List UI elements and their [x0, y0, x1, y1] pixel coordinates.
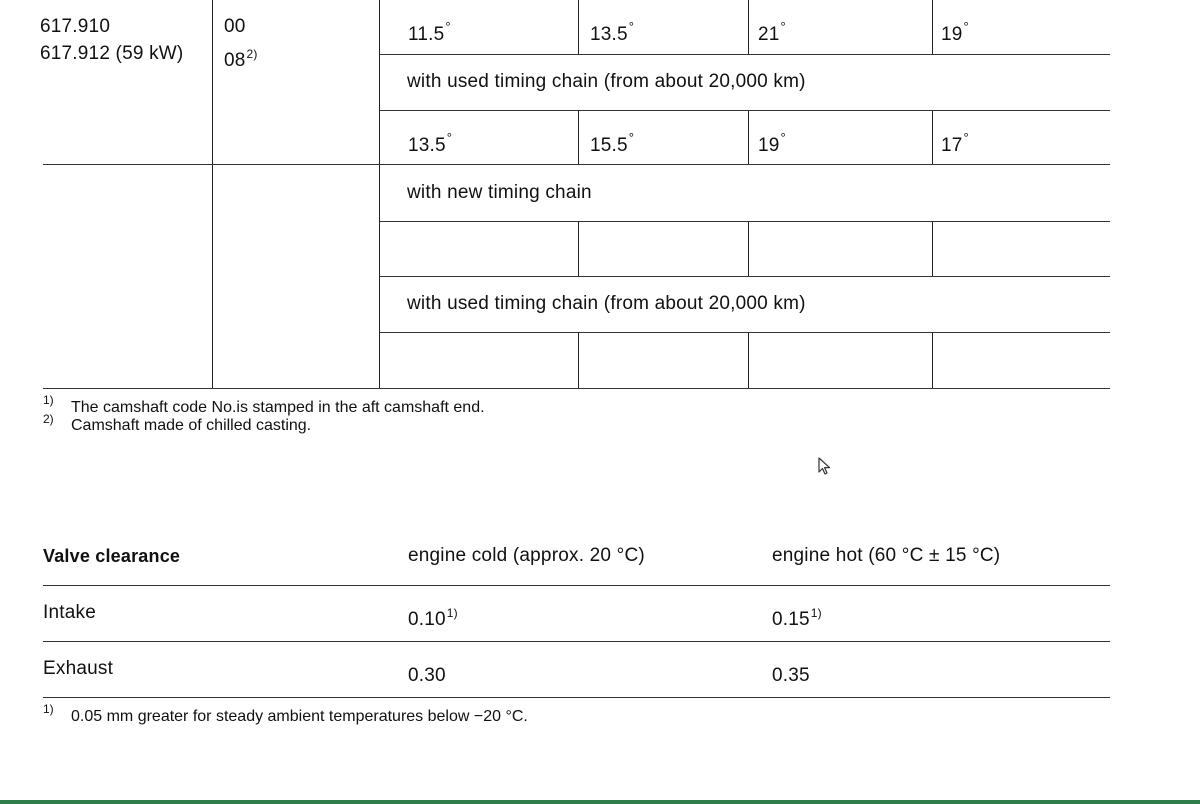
section-label: with used timing chain (from about 20,000 km)	[407, 71, 806, 92]
timing-value: 19°	[758, 130, 786, 156]
footnote-mark: 1)	[810, 606, 822, 620]
footnote-mark: 2)	[246, 47, 258, 61]
table-divider	[932, 110, 933, 164]
timing-value: 15.5°	[590, 130, 635, 156]
table-divider	[748, 110, 749, 164]
table-rule	[380, 221, 1110, 222]
table-rule	[43, 164, 1110, 165]
section-label: with new timing chain	[407, 182, 592, 203]
column-header-hot: engine hot (60 °C ± 15 °C)	[772, 545, 1001, 566]
table-divider	[212, 0, 213, 388]
section-label: with used timing chain (from about 20,000 km)	[407, 293, 806, 314]
timing-value: 21°	[758, 19, 786, 45]
table-rule	[43, 641, 1110, 642]
timing-value: 19°	[941, 19, 969, 45]
table-divider	[578, 332, 579, 388]
window-bottom-border	[0, 800, 1200, 804]
table-divider	[932, 0, 933, 54]
mouse-cursor-icon	[818, 457, 832, 475]
table-rule	[380, 276, 1110, 277]
footnote-text: 0.05 mm greater for steady ambient temperatures below −20 °C.	[71, 708, 528, 725]
footnote-mark: 1)	[43, 702, 54, 716]
table-rule	[380, 332, 1110, 333]
table-rule	[43, 585, 1110, 586]
footnote-mark: 1)	[446, 606, 458, 620]
table-divider	[578, 110, 579, 164]
table-divider	[578, 221, 579, 276]
footnote-mark: 1)	[43, 393, 54, 407]
footnote-text: The camshaft code No.is stamped in the aft camshaft end.	[71, 399, 485, 416]
footnote-mark: 2)	[43, 412, 54, 426]
clearance-hot: 0.15$^{1)}$	[772, 606, 822, 630]
table-divider	[379, 0, 380, 388]
table-rule	[380, 54, 1110, 55]
engine-model: 617.910	[40, 16, 111, 37]
camshaft-code: 08$^{2)}$	[224, 47, 258, 71]
section-heading: Valve clearance	[43, 546, 181, 566]
table-rule	[43, 388, 1110, 389]
table-divider	[932, 221, 933, 276]
footnote-text: Camshaft made of chilled casting.	[71, 417, 312, 434]
clearance-cold: 0.30	[408, 665, 446, 686]
table-divider	[748, 0, 749, 54]
table-rule	[43, 697, 1110, 698]
clearance-cold: 0.10$^{1)}$	[408, 606, 458, 630]
clearance-hot: 0.35	[772, 665, 810, 686]
column-header-cold: engine cold (approx. 20 °C)	[408, 545, 645, 566]
timing-value: 17°	[941, 130, 969, 156]
timing-value: 13.5°	[408, 130, 453, 156]
table-rule	[380, 110, 1110, 111]
engine-model: 617.912 (59 kW)	[40, 43, 184, 64]
table-divider	[748, 332, 749, 388]
table-divider	[932, 332, 933, 388]
row-label: Exhaust	[43, 658, 114, 679]
table-divider	[748, 221, 749, 276]
timing-value: 13.5°	[590, 19, 635, 45]
timing-value: 11.5°	[408, 19, 451, 45]
camshaft-code: 00	[224, 16, 246, 37]
table-divider	[578, 0, 579, 54]
row-label: Intake	[43, 602, 96, 623]
